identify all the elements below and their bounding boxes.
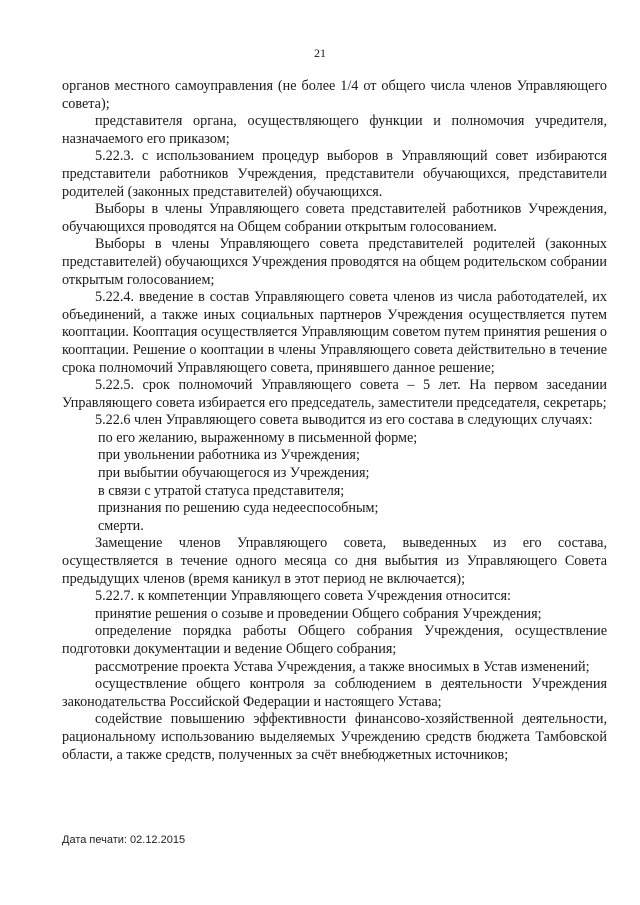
paragraph: содействие повышению эффективности финансово-хозяйственной деятельности, рациональному использованию выделяемых Учреждению средств бюджета Тамбовской области, а также средств, полученных за счёт внебюджетных источников;	[62, 711, 607, 763]
list-item: признания по решению суда недееспособным;	[98, 500, 379, 517]
paragraph: принятие решения о созыве и проведении Общего собрания Учреждения;	[95, 605, 542, 622]
print-date-footer: Дата печати: 02.12.2015	[62, 834, 186, 846]
paragraph: 5.22.5. срок полномочий Управляющего совета – 5 лет. На первом заседании Управляющего совета избирается его председатель, заместители председателя, секретарь;	[62, 377, 607, 411]
paragraph: рассмотрение проекта Устава Учреждения, а также вносимых в Устав изменений;	[95, 658, 590, 675]
paragraph: 5.22.7. к компетенции Управляющего совета Учреждения относится:	[95, 588, 511, 605]
paragraph: представителя органа, осуществляющего функции и полномочия учредителя, назначаемого его приказом;	[62, 113, 607, 147]
list-item: при увольнении работника из Учреждения;	[98, 447, 360, 464]
page-number: 21	[314, 46, 326, 60]
paragraph: Выборы в члены Управляющего совета представителей работников Учреждения, обучающихся проводятся на Общем собрании открытым голосованием.	[62, 201, 607, 235]
paragraph: Выборы в члены Управляющего совета представителей родителей (законных представителей) обучающихся Учреждения проводятся на общем родительском собрании открытым голосованием;	[62, 236, 607, 288]
list-item: в связи с утратой статуса представителя;	[98, 482, 345, 499]
list-item: при выбытии обучающегося из Учреждения;	[98, 465, 370, 482]
paragraph: Замещение членов Управляющего совета, выведенных из его состава, осуществляется в течение одного месяца со дня выбытия из Управляющего Совета предыдущих членов (время каникул в этот период не включается);	[62, 535, 607, 587]
paragraph: осуществление общего контроля за соблюдением в деятельности Учреждения законодательства Российской Федерации и настоящего Устава;	[62, 676, 607, 710]
paragraph: 5.22.4. введение в состав Управляющего совета членов из числа работодателей, их объединений, а также иных социальных партнеров Учреждения осуществляется путем кооптации. Кооптация осуществляется Управляющим советом путем принятия решения о кооптации. Решение о кооптации в члены Управляющего совета действительно в течение срока полномочий Управляющего совета, принявшего данное решение;	[62, 289, 607, 376]
paragraph: органов местного самоуправления (не более 1/4 от общего числа членов Управляющего совета);	[62, 78, 607, 112]
paragraph: 5.22.3. с использованием процедур выборов в Управляющий совет избираются представители работников Учреждения, представители обучающихся, представители родителей (законных представителей) обучающихся.	[62, 148, 607, 200]
paragraph: определение порядка работы Общего собрания Учреждения, осуществление подготовки документации и ведение Общего собрания;	[62, 623, 607, 657]
list-item: по его желанию, выраженному в письменной форме;	[98, 429, 418, 446]
list-item: смерти.	[98, 517, 144, 534]
paragraph: 5.22.6 член Управляющего совета выводится из его состава в следующих случаях:	[95, 412, 593, 429]
document-body	[62, 78, 607, 764]
